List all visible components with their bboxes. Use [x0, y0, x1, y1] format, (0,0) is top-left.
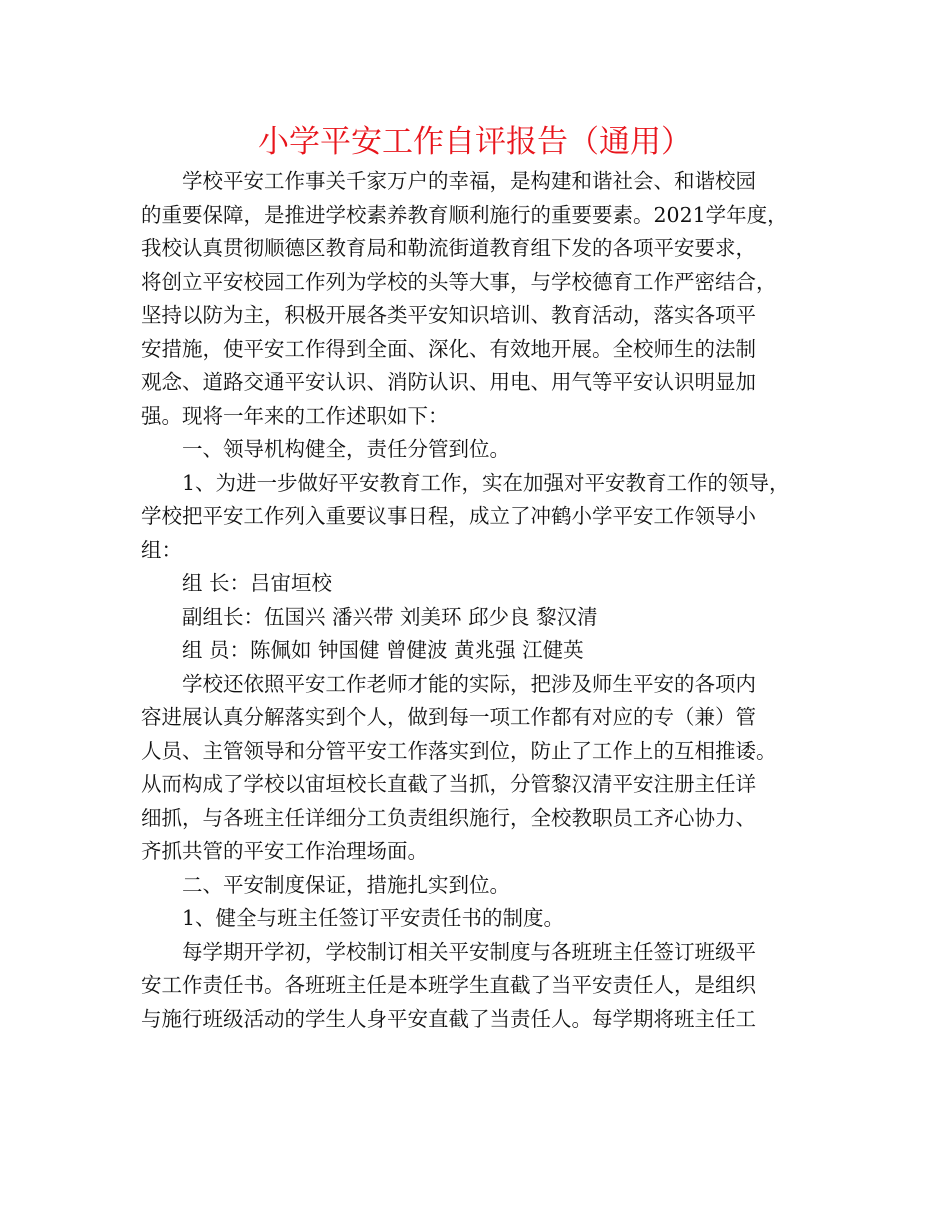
text-line: 组 长：吕宙垣校 [182, 571, 333, 595]
text-line: 的重要保障，是推进学校素养教育顺利施行的重要要素。2021学年度， [141, 202, 788, 227]
text-line: 二、平安制度保证，措施扎实到位。 [182, 872, 510, 897]
text-line: 安措施，使平安工作得到全面、深化、有效地开展。全校师生的法制 [141, 336, 756, 361]
text-line: 1、健全与班主任签订平安责任书的制度。 [182, 906, 565, 930]
text-line: 人员、主管领导和分管平安工作落实到位，防止了工作上的互相推诿。 [141, 738, 777, 763]
text-line: 强。现将一年来的工作述职如下： [141, 403, 449, 428]
text-line: 容进展认真分解落实到个人，做到每一项工作都有对应的专（兼）管 [141, 705, 756, 729]
text-line: 组 员：陈佩如 钟国健 曾健波 黄兆强 江健英 [182, 638, 584, 662]
text-line: 学校把平安工作列入重要议事日程，成立了冲鹤小学平安工作领导小 [141, 504, 756, 528]
text-line: 学校平安工作事关千家万户的幸福，是构建和谐社会、和谐校园 [182, 169, 756, 193]
text-line: 坚持以防为主，积极开展各类平安知识培训、教育活动，落实各项平 [141, 303, 756, 327]
text-line: 安工作责任书。各班班主任是本班学生直截了当平安责任人，是组织 [141, 973, 756, 997]
text-line: 齐抓共管的平安工作治理场面。 [141, 839, 428, 863]
text-line: 1、为进一步做好平安教育工作，实在加强对平安教育工作的领导， [182, 470, 790, 495]
text-line: 学校还依照平安工作老师才能的实际，把涉及师生平安的各项内 [182, 671, 756, 696]
document-body [141, 165, 831, 1036]
text-line: 从而构成了学校以宙垣校长直截了当抓，分管黎汉清平安注册主任详 [141, 772, 756, 796]
text-line: 细抓，与各班主任详细分工负责组织施行，全校教职员工齐心协力、 [141, 805, 756, 830]
text-line: 副组长：伍国兴 潘兴带 刘美环 邱少良 黎汉清 [182, 604, 598, 629]
text-line: 将创立平安校园工作列为学校的头等大事，与学校德育工作严密结合， [141, 269, 777, 294]
text-line: 与施行班级活动的学生人身平安直截了当责任人。每学期将班主任工 [141, 1006, 756, 1031]
text-line: 观念、道路交通平安认识、消防认识、用电、用气等平安认识明显加 [141, 370, 756, 394]
document-title: 小学平安工作自评报告（通用） [258, 124, 692, 160]
text-line: 一、领导机构健全，责任分管到位。 [182, 437, 510, 461]
text-line: 我校认真贯彻顺德区教育局和勒流街道教育组下发的各项平安要求， [141, 236, 756, 260]
text-line: 组： [141, 537, 182, 562]
text-line: 每学期开学初，学校制订相关平安制度与各班班主任签订班级平 [182, 939, 756, 964]
